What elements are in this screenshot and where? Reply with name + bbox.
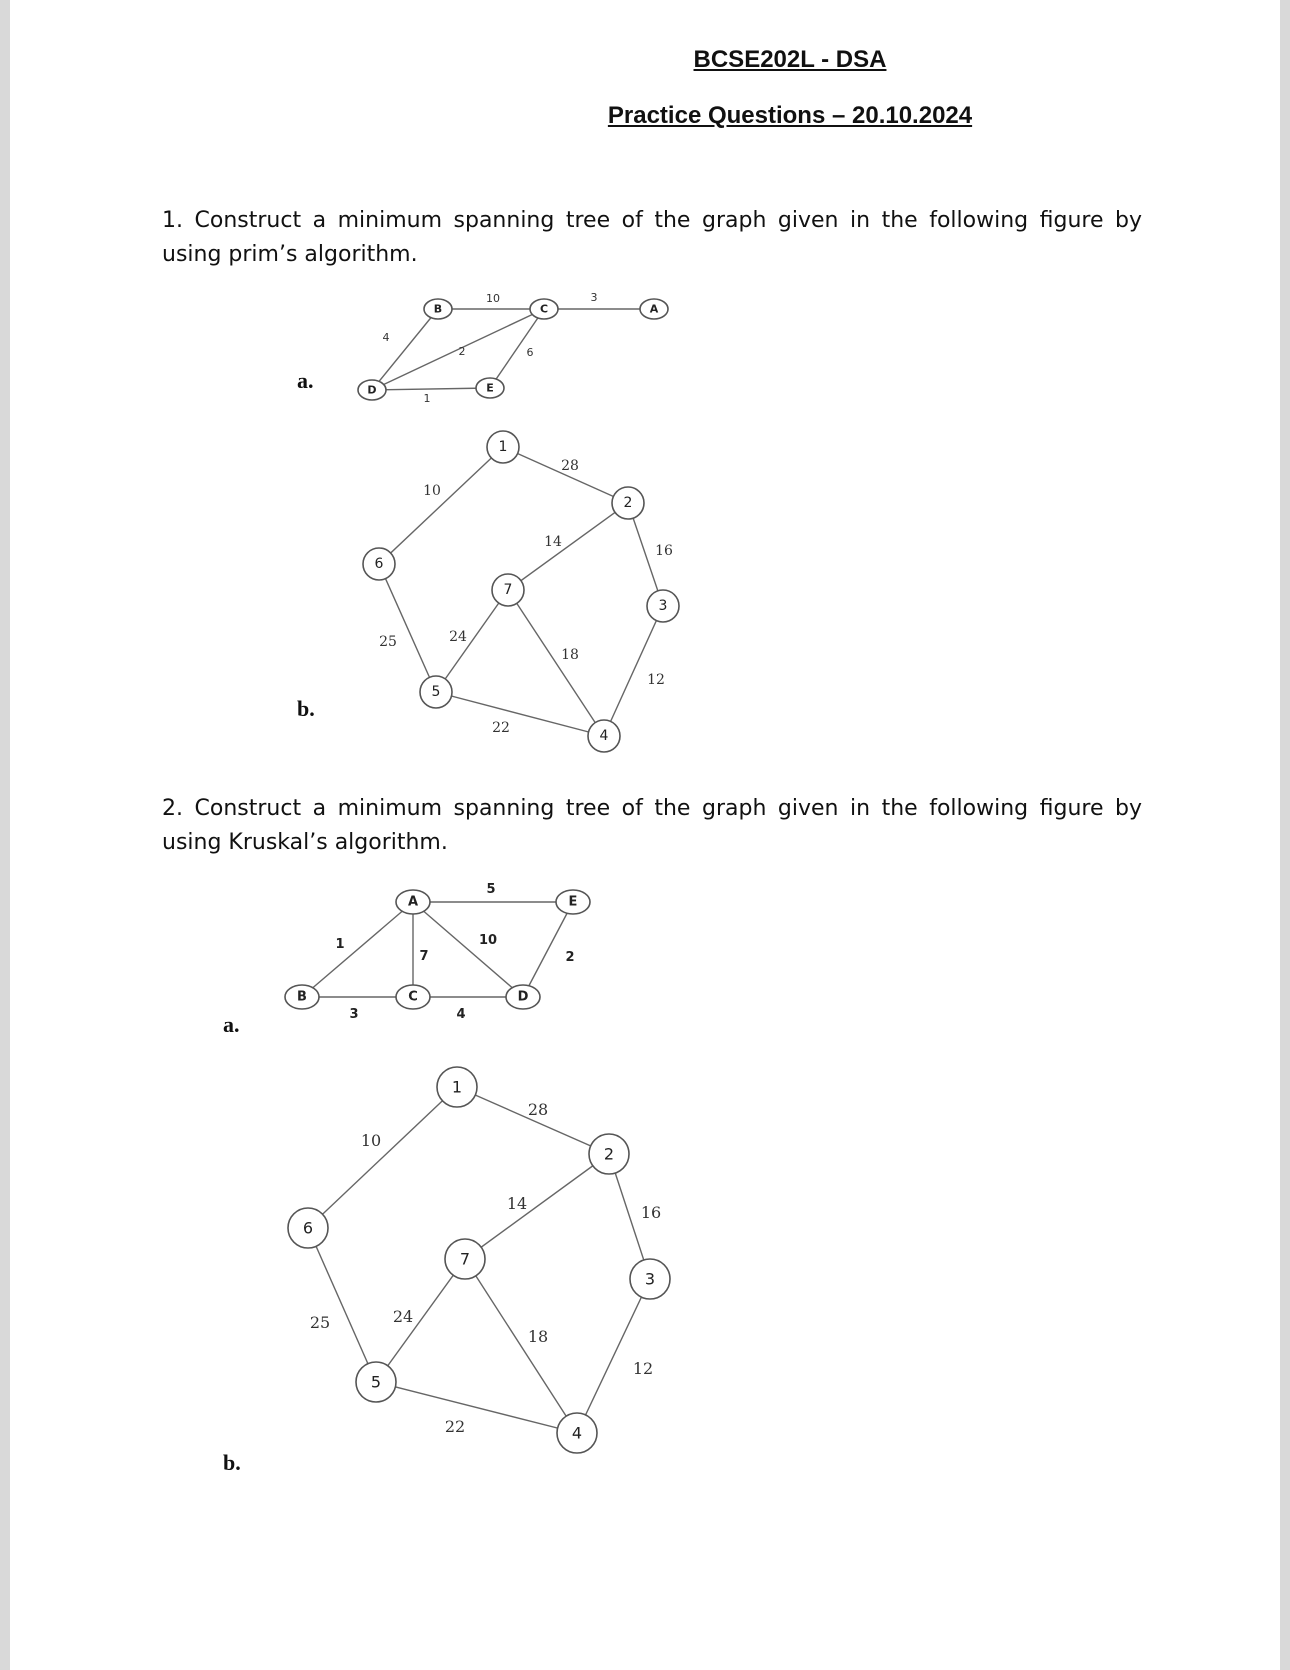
q2a-weight-label: 10	[478, 933, 498, 948]
q2a-node-label: B	[297, 989, 307, 1005]
q1b-edge-1-6	[379, 447, 503, 564]
q1b-weight-label: 14	[544, 534, 562, 550]
q1a-weight-label: 1	[423, 392, 431, 405]
q1b-weight-label: 25	[379, 634, 397, 650]
graph-q1a	[358, 291, 668, 405]
q1a-edge-D-E	[372, 388, 490, 390]
q2a-weight-label: 4	[456, 1007, 466, 1022]
q2b-edge-2-7	[465, 1154, 609, 1259]
q2b-node-label: 6	[302, 1218, 314, 1238]
q2b-edge-1-6	[308, 1087, 457, 1228]
q2b-weight-label: 16	[640, 1203, 662, 1222]
q1b-node-label: 4	[599, 728, 609, 744]
q2b-node-label: 1	[451, 1077, 463, 1097]
q2a-weight-label: 1	[335, 937, 345, 952]
q1a-weight-label: 6	[526, 346, 534, 359]
q1b-node-label: 7	[503, 582, 513, 598]
q1b-node-label: 5	[431, 684, 441, 700]
q2b-edge-5-4	[376, 1382, 577, 1433]
practice-subtitle: Practice Questions – 20.10.2024	[607, 102, 973, 129]
q1b-weight-label: 28	[561, 458, 579, 474]
q2b-node-label: 5	[370, 1372, 382, 1392]
q1a-weight-label: 4	[382, 331, 390, 344]
q1a-node-label: C	[539, 302, 549, 316]
q2b-edge-7-4	[465, 1259, 577, 1433]
q2a-weight-label: 2	[565, 950, 575, 965]
question-2-text: 2. Construct a minimum spanning tree of the graph given in the following figure by using Kruskal’s algorithm.	[162, 796, 1142, 855]
q1a-node-label: E	[486, 381, 494, 395]
q2a-node-label: E	[568, 894, 578, 910]
q2b-weight-label: 22	[444, 1417, 466, 1436]
q1a-edge-B-D	[372, 309, 438, 390]
graph-figures	[10, 0, 1280, 1670]
q1b-node-label: 1	[498, 439, 508, 455]
q1b-edge-2-7	[508, 503, 628, 590]
q2b-edge-3-4	[577, 1279, 650, 1433]
q1b-weight-label: 18	[561, 647, 579, 663]
graph-q2a	[285, 882, 590, 1022]
q2a-edge-A-D	[413, 902, 523, 997]
q1a-node-label: B	[433, 302, 443, 316]
q1a-edge-C-E	[490, 309, 544, 388]
graph-q1b	[363, 431, 679, 752]
q2b-weight-label: 14	[506, 1194, 528, 1213]
q1b-node-label: 3	[658, 598, 668, 614]
q2a-node-label: A	[407, 894, 419, 910]
q1b-weight-label: 10	[423, 483, 441, 499]
q1-part-b-label: b.	[297, 696, 315, 721]
q2b-node-label: 7	[459, 1249, 471, 1269]
q2a-node-label: C	[408, 989, 418, 1005]
document-page	[10, 0, 1280, 1670]
q1b-edge-7-5	[436, 590, 508, 692]
q2b-node-label: 3	[644, 1269, 656, 1289]
q2b-weight-label: 24	[392, 1307, 414, 1326]
q1b-weight-label: 24	[449, 629, 467, 645]
q2b-weight-label: 25	[309, 1313, 331, 1332]
q2b-weight-label: 12	[632, 1359, 654, 1378]
q2-part-a-label: a.	[223, 1012, 240, 1037]
q2b-edge-1-2	[457, 1087, 609, 1154]
q1a-node-label: D	[367, 383, 377, 397]
q2a-weight-label: 5	[486, 882, 496, 897]
q1b-edge-1-2	[503, 447, 628, 503]
q1b-edge-3-4	[604, 606, 663, 736]
q1b-weight-label: 22	[492, 720, 510, 736]
q2b-weight-label: 10	[360, 1131, 382, 1150]
q2a-weight-label: 7	[419, 949, 429, 964]
q2b-edge-7-5	[376, 1259, 465, 1382]
q2a-edge-B-A	[302, 902, 413, 997]
q1-part-a-label: a.	[297, 368, 314, 393]
q2b-edge-6-5	[308, 1228, 376, 1382]
q2-part-b-label: b.	[223, 1450, 241, 1475]
q2b-node-label: 2	[603, 1144, 615, 1164]
q1a-weight-label: 2	[458, 345, 466, 358]
q1b-node-label: 6	[374, 556, 384, 572]
q1a-weight-label: 10	[486, 292, 500, 305]
course-title: BCSE202L - DSA	[693, 46, 887, 73]
q1b-weight-label: 16	[655, 543, 673, 559]
q2a-weight-label: 3	[349, 1007, 359, 1022]
graph-q2b	[288, 1067, 670, 1453]
q2b-weight-label: 28	[527, 1100, 549, 1119]
q1b-weight-label: 12	[647, 672, 665, 688]
q1a-weight-label: 3	[590, 291, 598, 304]
q2a-node-label: D	[517, 989, 529, 1005]
question-1-text: 1. Construct a minimum spanning tree of the graph given in the following figure by using prim’s algorithm.	[162, 208, 1142, 267]
q2b-weight-label: 18	[527, 1327, 549, 1346]
q1a-node-label: A	[649, 302, 659, 316]
q1b-edge-6-5	[379, 564, 436, 692]
q2b-node-label: 4	[571, 1423, 583, 1443]
q1b-node-label: 2	[623, 495, 633, 511]
